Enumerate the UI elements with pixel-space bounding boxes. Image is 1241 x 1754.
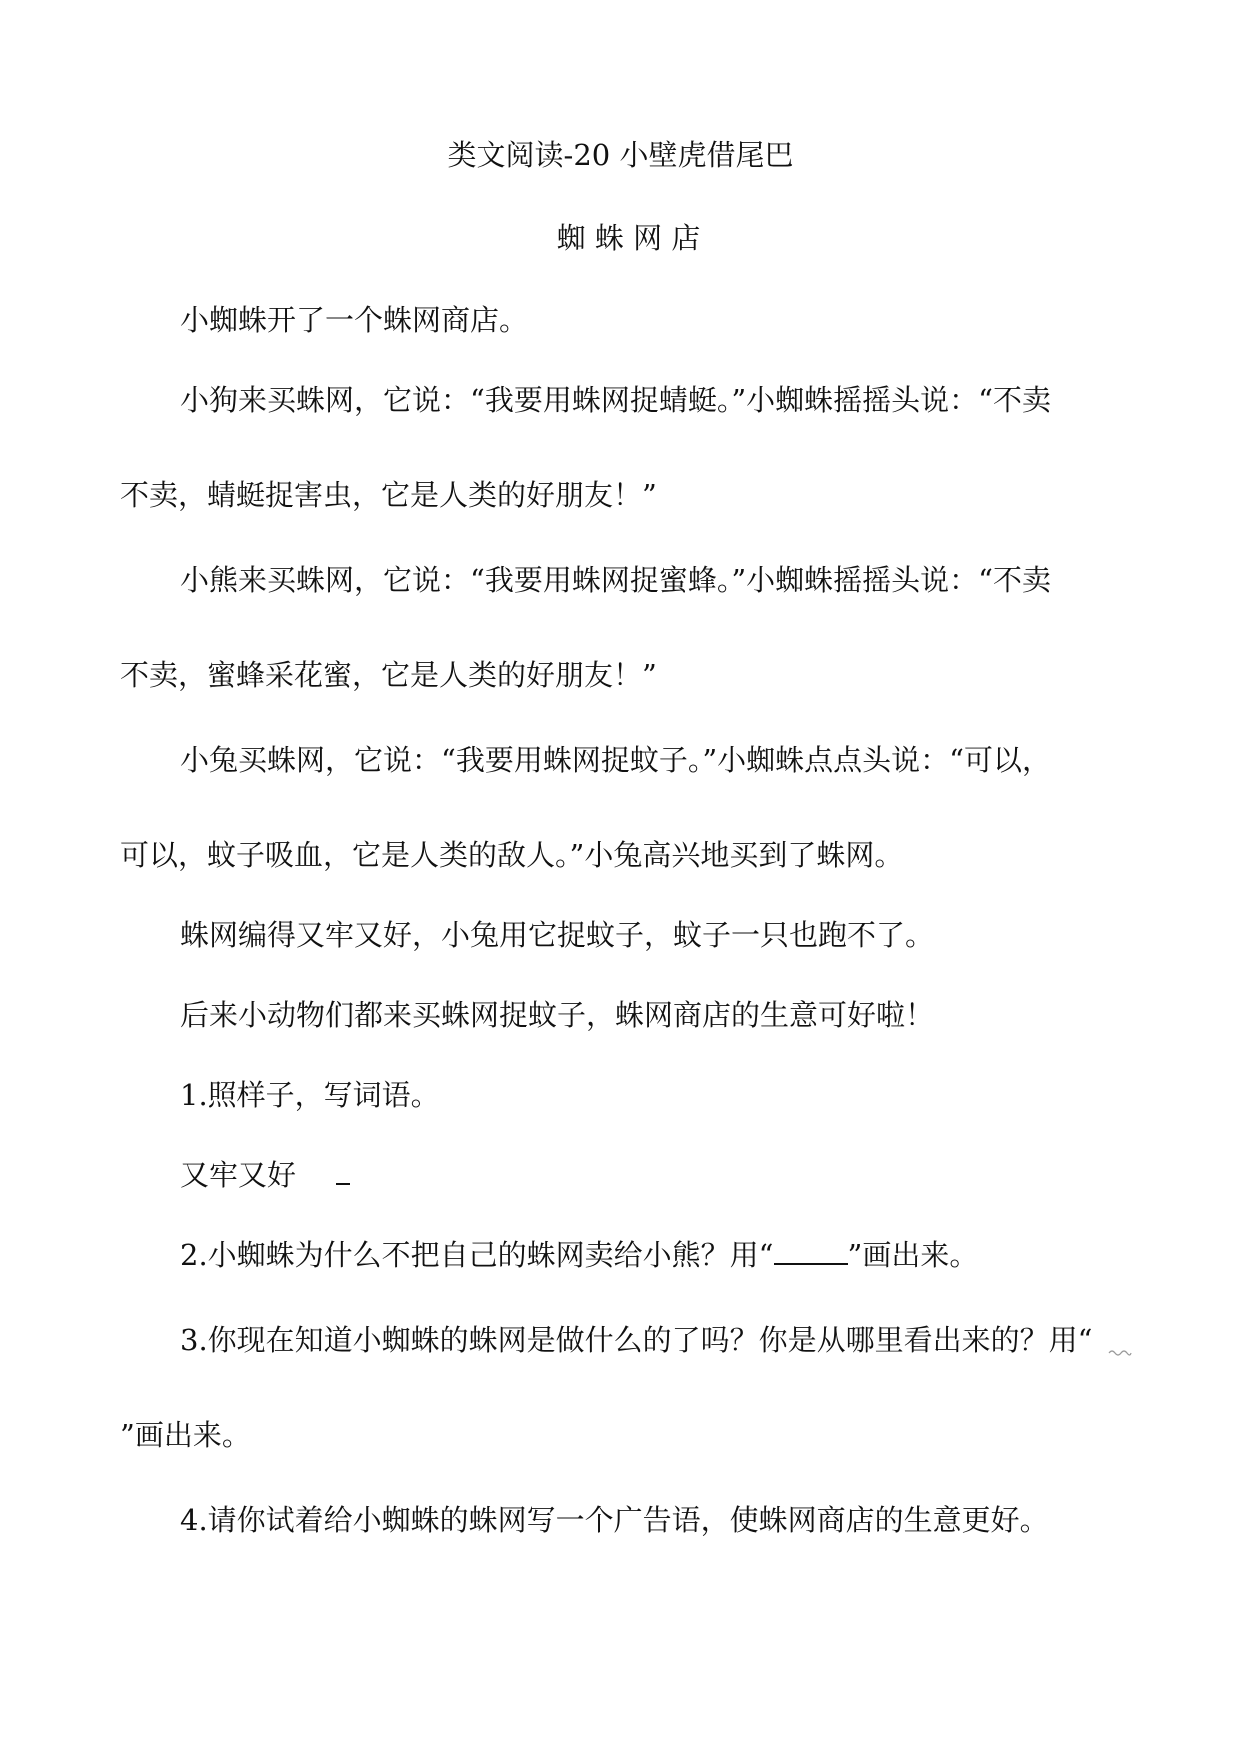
- underline-sample: [774, 1237, 848, 1265]
- question-2: [180, 1235, 978, 1275]
- paragraph-2-line-2: 不卖，蜻蜓捉害虫，它是人类的好朋友！”: [120, 478, 657, 512]
- paragraph-3-line-1: 小熊来买蛛网，它说：“我要用蛛网捉蜜蜂。”小蜘蛛摇摇头说：“不卖: [180, 563, 1051, 597]
- question-2-suffix: ”画出来。: [847, 1238, 979, 1272]
- question-1-example: [180, 1155, 350, 1195]
- answer-blank[interactable]: [336, 1159, 350, 1185]
- paragraph-4-line-2: 可以，蚊子吸血，它是人类的敌人。”小兔高兴地买到了蛛网。: [120, 838, 904, 872]
- paragraph-2-line-1: 小狗来买蛛网，它说：“我要用蛛网捉蜻蜓。”小蜘蛛摇摇头说：“不卖: [180, 383, 1051, 417]
- paragraph-6: 后来小动物们都来买蛛网捉蚊子，蛛网商店的生意可好啦！: [180, 998, 935, 1032]
- paragraph-1: 小蜘蛛开了一个蛛网商店。: [180, 303, 529, 337]
- paragraph-4-line-1: 小兔买蛛网，它说：“我要用蛛网捉蚊子。”小蜘蛛点点头说：“可以，: [180, 743, 1051, 777]
- question-2-text: 2.小蜘蛛为什么不把自己的蛛网卖给小熊？用“: [180, 1238, 774, 1272]
- question-4: 4.请你试着给小蜘蛛的蛛网写一个广告语，使蛛网商店的生意更好。: [180, 1503, 1049, 1537]
- paragraph-5: 蛛网编得又牢又好，小兔用它捉蚊子，蚊子一只也跑不了。: [180, 918, 935, 952]
- paragraph-3-line-2: 不卖，蜜蜂采花蜜，它是人类的好朋友！”: [120, 658, 657, 692]
- example-word: 又牢又好: [180, 1158, 297, 1192]
- passage-title: 蜘 蛛 网 店: [556, 221, 701, 255]
- question-3-line-1: 3.你现在知道小蜘蛛的蛛网是做什么的了吗？你是从哪里看出来的？用“: [180, 1323, 1093, 1357]
- wavy-line-mark: [1108, 1349, 1132, 1357]
- question-1: 1.照样子，写词语。: [180, 1078, 440, 1112]
- page-title: 类文阅读-20 小壁虎借尾巴: [447, 138, 794, 172]
- question-3-line-2: ”画出来。: [120, 1418, 251, 1452]
